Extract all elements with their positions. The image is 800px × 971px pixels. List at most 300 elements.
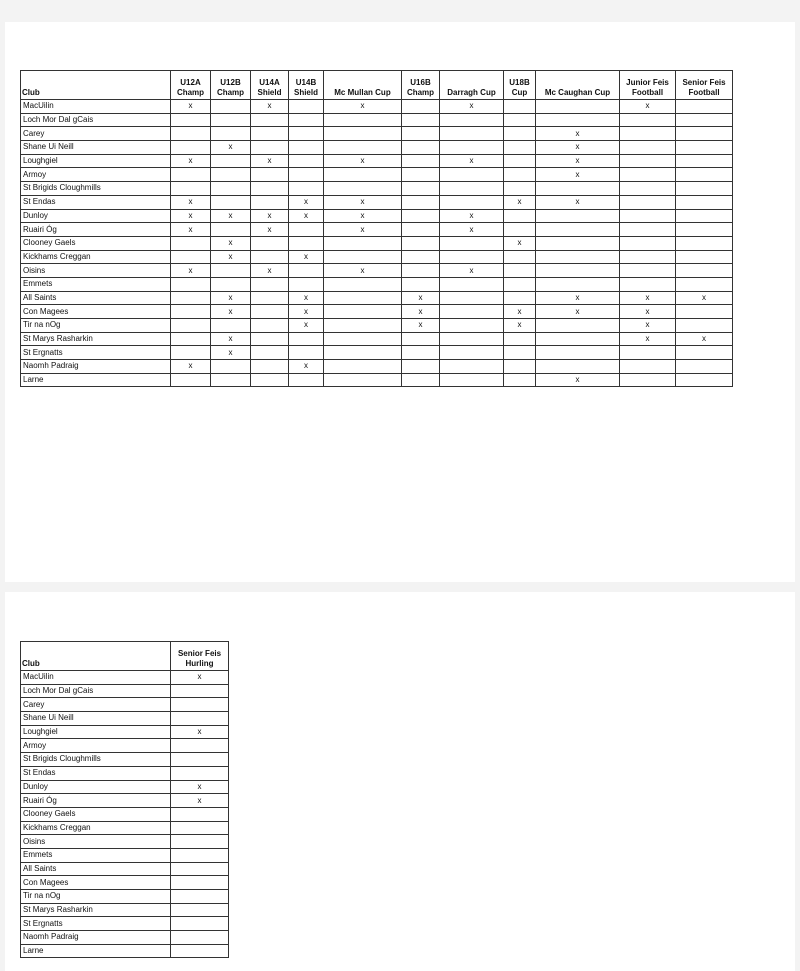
entry-mark-cell	[620, 360, 676, 374]
club-name-cell: St Marys Rasharkin	[21, 903, 171, 917]
entry-mark-cell: x	[324, 100, 402, 114]
entry-mark-cell	[171, 848, 229, 862]
entry-mark-cell: x	[211, 250, 251, 264]
header-line-1: U14B	[295, 78, 317, 87]
entry-mark-cell	[251, 373, 289, 387]
table-row	[21, 264, 733, 278]
entry-mark-cell	[251, 168, 289, 182]
entry-mark-cell	[676, 209, 733, 223]
entry-mark-cell	[289, 141, 324, 155]
entry-mark-cell	[251, 113, 289, 127]
table-row	[21, 346, 733, 360]
entry-mark-cell	[676, 264, 733, 278]
entry-mark-cell	[171, 305, 211, 319]
entry-mark-cell	[620, 209, 676, 223]
club-name-cell: Oisins	[21, 835, 171, 849]
entry-mark-cell	[620, 154, 676, 168]
entry-mark-cell: x	[211, 305, 251, 319]
entry-mark-cell: x	[536, 373, 620, 387]
entry-mark-cell: x	[289, 305, 324, 319]
entry-mark-cell	[171, 712, 229, 726]
entry-mark-cell	[504, 113, 536, 127]
entry-mark-cell: x	[536, 168, 620, 182]
entry-mark-cell	[536, 277, 620, 291]
entry-mark-cell: x	[171, 209, 211, 223]
entry-mark-cell	[211, 100, 251, 114]
entry-mark-cell	[504, 332, 536, 346]
entry-mark-cell	[171, 332, 211, 346]
entry-mark-cell	[440, 373, 504, 387]
club-name-cell: Naomh Padraig	[21, 360, 171, 374]
club-name-cell: Kickhams Creggan	[21, 250, 171, 264]
entry-mark-cell	[211, 264, 251, 278]
entry-mark-cell	[171, 862, 229, 876]
entry-mark-cell	[402, 264, 440, 278]
entry-mark-cell	[171, 182, 211, 196]
entry-mark-cell	[171, 127, 211, 141]
table-row	[21, 684, 229, 698]
entry-mark-cell	[620, 346, 676, 360]
entry-mark-cell	[676, 319, 733, 333]
entry-mark-cell: x	[171, 725, 229, 739]
column-header	[324, 71, 402, 100]
club-name-cell: St Brigids Cloughmills	[21, 182, 171, 196]
entry-mark-cell: x	[289, 195, 324, 209]
entry-mark-cell	[440, 236, 504, 250]
header-line-2: Shield	[293, 88, 318, 97]
entry-mark-cell	[440, 250, 504, 264]
column-header	[536, 71, 620, 100]
entry-mark-cell	[402, 332, 440, 346]
entry-mark-cell	[676, 346, 733, 360]
table-row	[21, 698, 229, 712]
table-row	[21, 917, 229, 931]
entry-mark-cell	[324, 305, 402, 319]
entry-mark-cell: x	[171, 360, 211, 374]
entry-mark-cell	[171, 766, 229, 780]
entry-mark-cell: x	[536, 127, 620, 141]
entry-mark-cell	[504, 277, 536, 291]
entry-mark-cell: x	[211, 291, 251, 305]
entry-mark-cell	[676, 168, 733, 182]
club-name-cell: Emmets	[21, 848, 171, 862]
table-header-row	[21, 71, 733, 100]
entry-mark-cell	[171, 168, 211, 182]
entry-mark-cell	[251, 236, 289, 250]
competition-entries-table	[20, 70, 733, 387]
entry-mark-cell	[211, 127, 251, 141]
table-row	[21, 168, 733, 182]
club-name-cell: Carey	[21, 127, 171, 141]
entry-mark-cell: x	[171, 223, 211, 237]
column-header	[504, 71, 536, 100]
table-row	[21, 100, 733, 114]
club-name-cell: Kickhams Creggan	[21, 821, 171, 835]
entry-mark-cell	[402, 223, 440, 237]
entry-mark-cell	[620, 127, 676, 141]
entry-mark-cell	[620, 195, 676, 209]
entry-mark-cell: x	[171, 100, 211, 114]
entry-mark-cell: x	[171, 794, 229, 808]
entry-mark-cell: x	[251, 209, 289, 223]
entry-mark-cell	[289, 168, 324, 182]
entry-mark-cell	[289, 346, 324, 360]
header-line-2: Football	[688, 88, 720, 97]
entry-mark-cell	[251, 319, 289, 333]
header-line-1: Junior Feis	[626, 78, 669, 87]
entry-mark-cell	[504, 154, 536, 168]
entry-mark-cell	[504, 346, 536, 360]
entry-mark-cell	[251, 291, 289, 305]
entry-mark-cell	[289, 236, 324, 250]
entry-mark-cell: x	[440, 209, 504, 223]
entry-mark-cell	[171, 876, 229, 890]
entry-mark-cell	[676, 236, 733, 250]
table-row	[21, 305, 733, 319]
column-header	[171, 642, 229, 671]
entry-mark-cell	[211, 223, 251, 237]
entry-mark-cell	[402, 373, 440, 387]
club-name-cell: Shane Ui Neill	[21, 141, 171, 155]
entry-mark-cell: x	[676, 332, 733, 346]
entry-mark-cell	[504, 100, 536, 114]
entry-mark-cell	[620, 168, 676, 182]
entry-mark-cell	[440, 113, 504, 127]
club-name-cell: Clooney Gaels	[21, 236, 171, 250]
header-line-1: Senior Feis	[682, 78, 726, 87]
table-row	[21, 807, 229, 821]
entry-mark-cell: x	[289, 360, 324, 374]
entry-mark-cell	[402, 127, 440, 141]
entry-mark-cell: x	[171, 264, 211, 278]
header-line-1: U16B	[410, 78, 431, 87]
header-line-2: Cup	[511, 88, 528, 97]
entry-mark-cell: x	[251, 100, 289, 114]
entry-mark-cell	[620, 223, 676, 237]
entry-mark-cell	[676, 223, 733, 237]
entry-mark-cell	[402, 250, 440, 264]
entry-mark-cell	[171, 753, 229, 767]
entry-mark-cell	[402, 182, 440, 196]
entry-mark-cell	[440, 195, 504, 209]
entry-mark-cell	[676, 250, 733, 264]
entry-mark-cell	[289, 277, 324, 291]
header-line-2: Mc Mullan Cup	[334, 88, 391, 97]
entry-mark-cell	[251, 141, 289, 155]
entry-mark-cell: x	[440, 223, 504, 237]
entry-mark-cell: x	[504, 236, 536, 250]
entry-mark-cell	[504, 168, 536, 182]
table-row	[21, 223, 733, 237]
entry-mark-cell	[171, 346, 211, 360]
entry-mark-cell	[620, 236, 676, 250]
entry-mark-cell	[289, 223, 324, 237]
entry-mark-cell	[440, 277, 504, 291]
table-row	[21, 766, 229, 780]
entry-mark-cell	[402, 195, 440, 209]
club-name-cell: Loughgiel	[21, 154, 171, 168]
table-row	[21, 944, 229, 958]
entry-mark-cell	[251, 305, 289, 319]
header-line-1: Senior Feis	[177, 649, 222, 658]
table-row	[21, 195, 733, 209]
entry-mark-cell: x	[289, 319, 324, 333]
entry-mark-cell: x	[324, 195, 402, 209]
entry-mark-cell	[536, 236, 620, 250]
entry-mark-cell	[504, 373, 536, 387]
entry-mark-cell	[289, 154, 324, 168]
club-column-header: Club	[21, 71, 171, 100]
entry-mark-cell: x	[251, 223, 289, 237]
entry-mark-cell	[676, 360, 733, 374]
column-header	[211, 71, 251, 100]
club-name-cell: Ruairi Óg	[21, 223, 171, 237]
entry-mark-cell	[211, 195, 251, 209]
entry-mark-cell: x	[211, 346, 251, 360]
entry-mark-cell	[536, 360, 620, 374]
club-name-cell: St Ergnatts	[21, 917, 171, 931]
entry-mark-cell	[504, 360, 536, 374]
entry-mark-cell: x	[620, 291, 676, 305]
table-row	[21, 848, 229, 862]
table-row	[21, 360, 733, 374]
entry-mark-cell	[171, 931, 229, 945]
entry-mark-cell	[504, 182, 536, 196]
entry-mark-cell: x	[171, 780, 229, 794]
club-name-cell: Naomh Padraig	[21, 931, 171, 945]
club-name-cell: Loch Mor Dal gCais	[21, 113, 171, 127]
table-row	[21, 209, 733, 223]
club-name-cell: Loughgiel	[21, 725, 171, 739]
table-row	[21, 319, 733, 333]
entry-mark-cell: x	[251, 264, 289, 278]
entry-mark-cell	[171, 698, 229, 712]
table-row	[21, 835, 229, 849]
entry-mark-cell	[251, 195, 289, 209]
column-header	[402, 71, 440, 100]
entry-mark-cell	[504, 264, 536, 278]
header-line-1: U14A	[259, 78, 280, 87]
entry-mark-cell	[171, 277, 211, 291]
header-line-1: U18B	[509, 78, 530, 87]
club-name-cell: All Saints	[21, 862, 171, 876]
club-name-cell: MacUilin	[21, 100, 171, 114]
header-line-1: U12A	[180, 78, 201, 87]
table-row	[21, 182, 733, 196]
entry-mark-cell	[324, 182, 402, 196]
entry-mark-cell	[536, 113, 620, 127]
entry-mark-cell	[211, 277, 251, 291]
table-row	[21, 141, 733, 155]
table-row	[21, 332, 733, 346]
entry-mark-cell: x	[536, 195, 620, 209]
entry-mark-cell	[171, 373, 211, 387]
entry-mark-cell	[324, 236, 402, 250]
entry-mark-cell: x	[171, 195, 211, 209]
entry-mark-cell: x	[536, 305, 620, 319]
entry-mark-cell: x	[536, 291, 620, 305]
entry-mark-cell	[324, 113, 402, 127]
entry-mark-cell	[211, 360, 251, 374]
entry-mark-cell: x	[251, 154, 289, 168]
entry-mark-cell	[171, 319, 211, 333]
table-row	[21, 250, 733, 264]
club-name-cell: Con Magees	[21, 876, 171, 890]
table-row	[21, 876, 229, 890]
entry-mark-cell	[289, 100, 324, 114]
table-row	[21, 154, 733, 168]
entry-mark-cell	[251, 346, 289, 360]
table-row	[21, 373, 733, 387]
entry-mark-cell	[536, 209, 620, 223]
entry-mark-cell	[536, 100, 620, 114]
entry-mark-cell	[171, 903, 229, 917]
entry-mark-cell: x	[440, 264, 504, 278]
entry-mark-cell	[620, 373, 676, 387]
entry-mark-cell	[171, 739, 229, 753]
entry-mark-cell	[536, 332, 620, 346]
entry-mark-cell	[676, 154, 733, 168]
entry-mark-cell	[504, 141, 536, 155]
entry-mark-cell	[620, 182, 676, 196]
club-name-cell: Armoy	[21, 739, 171, 753]
entry-mark-cell	[402, 168, 440, 182]
entry-mark-cell	[289, 332, 324, 346]
entry-mark-cell	[440, 305, 504, 319]
entry-mark-cell	[402, 113, 440, 127]
club-name-cell: Emmets	[21, 277, 171, 291]
entry-mark-cell	[676, 305, 733, 319]
entry-mark-cell	[211, 319, 251, 333]
table-row	[21, 739, 229, 753]
entry-mark-cell	[324, 168, 402, 182]
entry-mark-cell	[504, 209, 536, 223]
entry-mark-cell: x	[536, 141, 620, 155]
column-header	[289, 71, 324, 100]
entry-mark-cell: x	[324, 264, 402, 278]
entry-mark-cell	[324, 127, 402, 141]
table-row	[21, 931, 229, 945]
table-row	[21, 753, 229, 767]
club-name-cell: Shane Ui Neill	[21, 712, 171, 726]
table-row	[21, 277, 733, 291]
document-page-1	[5, 22, 795, 582]
entry-mark-cell	[171, 684, 229, 698]
club-name-cell: Con Magees	[21, 305, 171, 319]
entry-mark-cell	[440, 360, 504, 374]
senior-feis-hurling-table	[20, 641, 229, 958]
entry-mark-cell: x	[211, 332, 251, 346]
column-header	[251, 71, 289, 100]
entry-mark-cell	[536, 264, 620, 278]
entry-mark-cell	[620, 264, 676, 278]
entry-mark-cell: x	[324, 209, 402, 223]
entry-mark-cell	[676, 141, 733, 155]
entry-mark-cell	[171, 291, 211, 305]
entry-mark-cell	[402, 236, 440, 250]
entry-mark-cell: x	[289, 250, 324, 264]
entry-mark-cell	[324, 373, 402, 387]
entry-mark-cell	[324, 360, 402, 374]
club-column-header: Club	[21, 642, 171, 671]
entry-mark-cell	[676, 373, 733, 387]
entry-mark-cell	[171, 821, 229, 835]
entry-mark-cell: x	[171, 154, 211, 168]
table-row	[21, 821, 229, 835]
entry-mark-cell: x	[620, 305, 676, 319]
club-name-cell: Dunloy	[21, 209, 171, 223]
entry-mark-cell: x	[620, 100, 676, 114]
entry-mark-cell	[402, 360, 440, 374]
column-header	[676, 71, 733, 100]
table-row	[21, 862, 229, 876]
club-name-cell: St Marys Rasharkin	[21, 332, 171, 346]
entry-mark-cell	[171, 113, 211, 127]
header-line-2: Mc Caughan Cup	[544, 88, 611, 97]
entry-mark-cell: x	[440, 154, 504, 168]
entry-mark-cell: x	[440, 100, 504, 114]
entry-mark-cell	[211, 154, 251, 168]
club-name-cell: Armoy	[21, 168, 171, 182]
entry-mark-cell	[171, 250, 211, 264]
entry-mark-cell	[251, 250, 289, 264]
entry-mark-cell	[504, 291, 536, 305]
entry-mark-cell	[251, 277, 289, 291]
entry-mark-cell	[440, 127, 504, 141]
table-header-row	[21, 642, 229, 671]
entry-mark-cell	[536, 182, 620, 196]
club-name-cell: St Ergnatts	[21, 346, 171, 360]
entry-mark-cell	[676, 195, 733, 209]
club-name-cell: St Endas	[21, 766, 171, 780]
table-row	[21, 780, 229, 794]
club-name-cell: Loch Mor Dal gCais	[21, 684, 171, 698]
entry-mark-cell: x	[504, 319, 536, 333]
club-name-cell: St Brigids Cloughmills	[21, 753, 171, 767]
entry-mark-cell: x	[676, 291, 733, 305]
entry-mark-cell	[402, 277, 440, 291]
entry-mark-cell	[504, 250, 536, 264]
entry-mark-cell: x	[402, 319, 440, 333]
entry-mark-cell	[676, 182, 733, 196]
table-row	[21, 113, 733, 127]
entry-mark-cell: x	[324, 154, 402, 168]
entry-mark-cell	[402, 209, 440, 223]
entry-mark-cell	[440, 346, 504, 360]
entry-mark-cell	[676, 100, 733, 114]
entry-mark-cell: x	[402, 305, 440, 319]
table-row	[21, 903, 229, 917]
entry-mark-cell: x	[620, 332, 676, 346]
table-row	[21, 671, 229, 685]
entry-mark-cell	[289, 127, 324, 141]
entry-mark-cell	[324, 291, 402, 305]
entry-mark-cell: x	[402, 291, 440, 305]
entry-mark-cell	[171, 890, 229, 904]
club-name-cell: Oisins	[21, 264, 171, 278]
header-line-2: Darragh Cup	[447, 88, 496, 97]
entry-mark-cell	[440, 319, 504, 333]
entry-mark-cell	[171, 807, 229, 821]
header-line-2: Shield	[257, 88, 282, 97]
entry-mark-cell: x	[504, 305, 536, 319]
entry-mark-cell	[251, 360, 289, 374]
entry-mark-cell	[676, 113, 733, 127]
entry-mark-cell	[171, 917, 229, 931]
entry-mark-cell	[289, 373, 324, 387]
entry-mark-cell	[676, 277, 733, 291]
entry-mark-cell: x	[620, 319, 676, 333]
